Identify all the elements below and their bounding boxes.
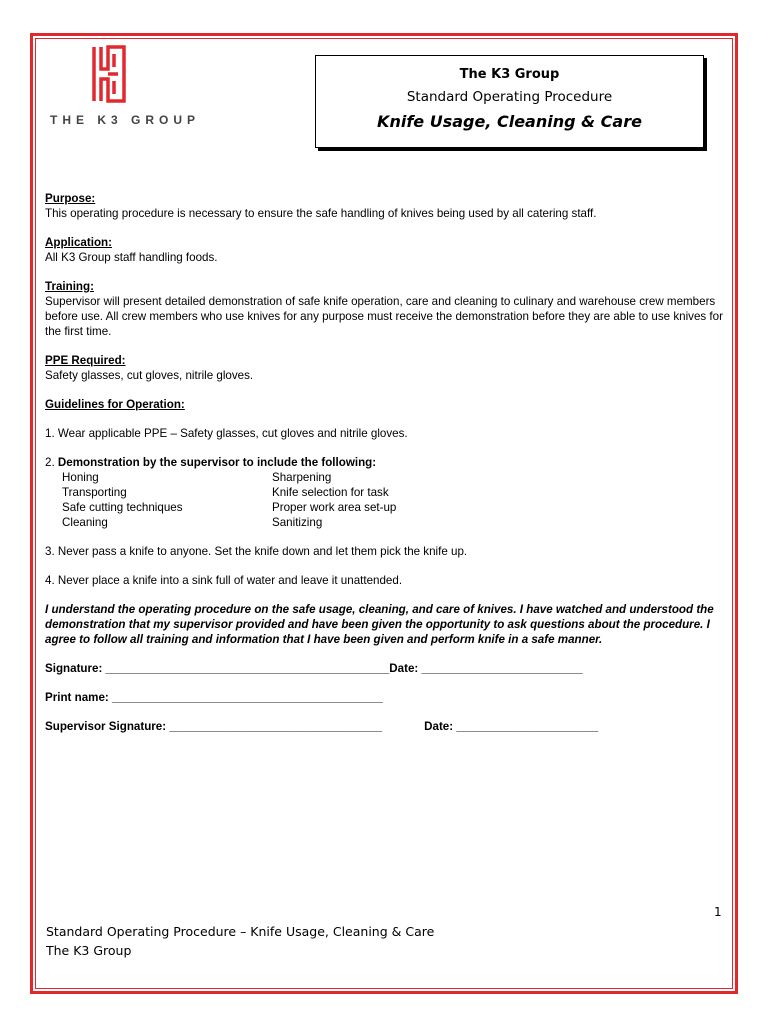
demonstration-topics <box>45 470 725 530</box>
demo-topic: Sanitizing <box>272 516 323 529</box>
company-title: The K3 Group <box>459 67 560 82</box>
demo-topic: Proper work area set-up <box>272 501 397 514</box>
page-footer <box>46 922 434 960</box>
demo-topic: Knife selection for task <box>272 486 389 499</box>
footer-company: The K3 Group <box>46 943 132 958</box>
training-heading: Training: <box>45 280 94 293</box>
ppe-section <box>45 353 725 383</box>
ppe-text: Safety glasses, cut gloves, nitrile gloves. <box>45 369 254 382</box>
supervisor-date-line[interactable]: Date: ______________________ <box>424 720 599 733</box>
guideline-item-3: 3. Never pass a knife to anyone. Set the knife down and let them pick the knife up. <box>45 545 468 558</box>
supervisor-signature-line[interactable]: Supervisor Signature: _________________________________ <box>45 720 383 733</box>
guidelines-heading: Guidelines for Operation: <box>45 398 185 411</box>
application-section <box>45 235 725 265</box>
k3-logo <box>50 45 201 130</box>
demo-topic: Cleaning <box>62 516 108 529</box>
supervisor-signature-row <box>45 719 725 734</box>
guideline-item-1: 1. Wear applicable PPE – Safety glasses, cut gloves and nitrile gloves. <box>45 427 408 440</box>
application-text: All K3 Group staff handling foods. <box>45 251 218 264</box>
signature-line[interactable]: Signature: ____________________________________________Date: _________________________ <box>45 662 583 675</box>
guideline-item-2-number: 2. <box>45 456 58 469</box>
ppe-heading: PPE Required: <box>45 354 126 367</box>
guideline-item-2-heading: Demonstration by the supervisor to include the following: <box>57 456 377 469</box>
demo-topic: Transporting <box>62 486 127 499</box>
purpose-text: This operating procedure is necessary to ensure the safe handling of knives being used by all catering staff. <box>45 207 597 220</box>
page-number: 1 <box>714 905 722 919</box>
print-name-line[interactable]: Print name: __________________________________________ <box>45 691 383 704</box>
guideline-item-2 <box>45 455 725 530</box>
demo-topic: Honing <box>62 471 99 484</box>
guidelines-heading-wrap <box>45 397 725 412</box>
k3-logo-mark <box>92 45 126 103</box>
acknowledgement-statement: I understand the operating procedure on the safe usage, cleaning, and care of knives. I have watched and understood the demonstration that my supervisor provided and have been given the opportunity to ask questions about the procedure. I agree to follow all training and information that I have been given and perform knife in a safe manner. <box>45 603 714 646</box>
logo-wordmark: THE K3 GROUP <box>50 113 201 127</box>
document-body <box>45 191 725 748</box>
training-section <box>45 279 725 339</box>
document-title: Knife Usage, Cleaning & Care <box>377 112 642 131</box>
demo-topic: Safe cutting techniques <box>62 501 183 514</box>
title-box <box>315 55 704 148</box>
purpose-heading: Purpose: <box>45 192 96 205</box>
guideline-item-4: 4. Never place a knife into a sink full of water and leave it unattended. <box>45 574 403 587</box>
demo-topic: Sharpening <box>272 471 332 484</box>
document-type: Standard Operating Procedure <box>406 89 613 105</box>
training-text: Supervisor will present detailed demonstration of safe knife operation, care and cleaning to culinary and warehouse crew members before use. All crew members who use knives for any purpose must receive the demonstration before they are able to use knives for the first time. <box>45 295 723 338</box>
purpose-section <box>45 191 725 221</box>
application-heading: Application: <box>45 236 112 249</box>
footer-title: Standard Operating Procedure – Knife Usage, Cleaning & Care <box>46 924 435 939</box>
